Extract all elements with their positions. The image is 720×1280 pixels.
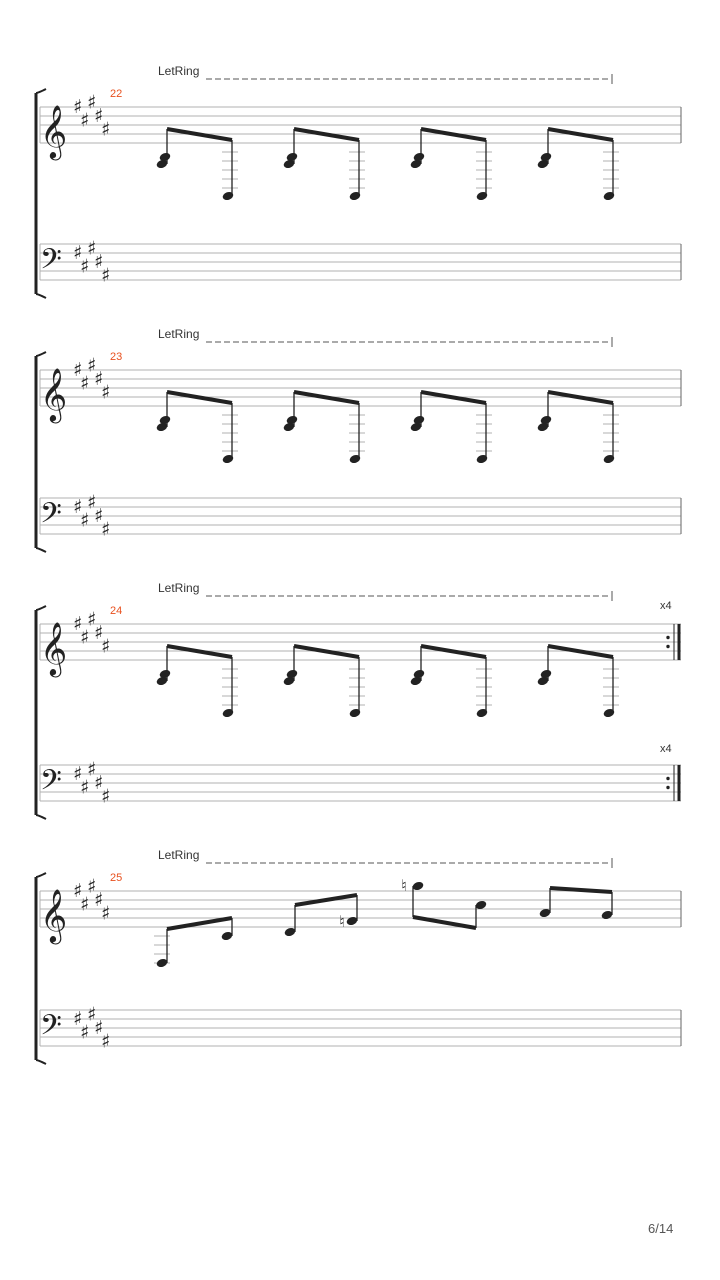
treble-clef-icon: 𝄞 (40, 888, 68, 942)
sharp-icon: ♯ (73, 496, 83, 518)
beamed-note-pair (537, 129, 619, 201)
sharp-icon: ♯ (101, 902, 111, 925)
let-ring-label: LetRing (158, 848, 200, 862)
bracket-hook (36, 548, 46, 552)
sharp-icon: ♯ (80, 109, 90, 132)
sharp-icon: ♯ (101, 118, 111, 141)
system-24 (36, 581, 681, 819)
repeat-dot (666, 777, 669, 780)
repeat-dot (666, 786, 669, 789)
bass-staff (40, 238, 681, 287)
sharp-icon: ♯ (87, 237, 97, 260)
repeat-dot (666, 636, 669, 639)
system-22 (36, 64, 681, 298)
let-ring-label: LetRing (158, 581, 200, 595)
system-23 (36, 327, 681, 552)
treble-staff (40, 609, 681, 719)
measure-number: 22 (110, 88, 123, 100)
sharp-icon: ♯ (94, 1017, 104, 1039)
sharp-icon: ♯ (73, 1008, 83, 1030)
sharp-icon: ♯ (73, 763, 83, 785)
repeat-count-label: x4 (660, 743, 672, 755)
sharp-icon: ♯ (94, 251, 104, 273)
sharp-icon: ♯ (94, 622, 104, 644)
sharp-icon: ♯ (101, 1030, 111, 1053)
treble-clef-icon: 𝄞 (40, 621, 68, 675)
natural-icon: ♮ (339, 912, 345, 931)
sharp-icon: ♯ (94, 105, 104, 127)
melody-notes (154, 876, 613, 968)
bass-staff (40, 492, 681, 541)
treble-clef-icon: 𝄞 (40, 104, 68, 158)
beamed-note-pair (156, 392, 238, 464)
treble-staff (40, 355, 681, 465)
beamed-note-pair (537, 392, 619, 464)
sharp-icon: ♯ (73, 359, 83, 381)
bass-staff (40, 1004, 681, 1053)
sharp-icon: ♯ (73, 242, 83, 264)
sharp-icon: ♯ (80, 1021, 90, 1044)
sharp-icon: ♯ (94, 505, 104, 527)
bass-staff (40, 759, 681, 808)
beamed-note-pair (537, 646, 619, 718)
sharp-icon: ♯ (73, 96, 83, 118)
bracket-hook (36, 294, 46, 298)
bass-clef-icon: 𝄢 (40, 764, 62, 804)
beamed-note-pair (283, 129, 365, 201)
sharp-icon: ♯ (73, 613, 83, 635)
sharp-icon: ♯ (101, 785, 111, 808)
sharp-icon: ♯ (94, 772, 104, 794)
sharp-icon: ♯ (87, 354, 97, 377)
bracket-hook (36, 89, 46, 93)
beamed-note-pair (283, 392, 365, 464)
bracket-hook (36, 1060, 46, 1064)
sharp-icon: ♯ (87, 875, 97, 898)
measure-number: 23 (110, 351, 123, 363)
page-number: 6/14 (648, 1221, 674, 1236)
sharp-icon: ♯ (80, 776, 90, 799)
bracket-hook (36, 606, 46, 610)
bass-clef-icon: 𝄢 (40, 1009, 62, 1049)
sharp-icon: ♯ (87, 608, 97, 631)
sharp-icon: ♯ (87, 91, 97, 114)
bracket-hook (36, 352, 46, 356)
sharp-icon: ♯ (94, 889, 104, 911)
system-25 (36, 848, 681, 1064)
sharp-icon: ♯ (101, 635, 111, 658)
beamed-note-pair (156, 646, 238, 718)
measure-number: 25 (110, 872, 123, 884)
sharp-icon: ♯ (87, 758, 97, 781)
sharp-icon: ♯ (87, 1003, 97, 1026)
repeat-count-label: x4 (660, 600, 672, 612)
sharp-icon: ♯ (80, 372, 90, 395)
bass-clef-icon: 𝄢 (40, 243, 62, 283)
beamed-note-pair (410, 392, 492, 464)
sharp-icon: ♯ (73, 880, 83, 902)
treble-staff (40, 92, 681, 202)
treble-staff (40, 876, 681, 969)
sharp-icon: ♯ (80, 509, 90, 532)
sharp-icon: ♯ (80, 255, 90, 278)
beamed-note-pair (283, 646, 365, 718)
sharp-icon: ♯ (101, 381, 111, 404)
measure-number: 24 (110, 605, 123, 617)
sharp-icon: ♯ (87, 491, 97, 514)
beamed-note-pair (410, 646, 492, 718)
sharp-icon: ♯ (101, 264, 111, 287)
sharp-icon: ♯ (94, 368, 104, 390)
bass-clef-icon: 𝄢 (40, 497, 62, 537)
treble-clef-icon: 𝄞 (40, 367, 68, 421)
let-ring-label: LetRing (158, 327, 200, 341)
let-ring-label: LetRing (158, 64, 200, 78)
note-beam (413, 917, 476, 928)
beamed-note-pair (156, 129, 238, 201)
sharp-icon: ♯ (80, 893, 90, 916)
sharp-icon: ♯ (80, 626, 90, 649)
bracket-hook (36, 873, 46, 877)
bracket-hook (36, 815, 46, 819)
sharp-icon: ♯ (101, 518, 111, 541)
repeat-dot (666, 645, 669, 648)
beamed-note-pair (410, 129, 492, 201)
natural-icon: ♮ (401, 876, 407, 895)
